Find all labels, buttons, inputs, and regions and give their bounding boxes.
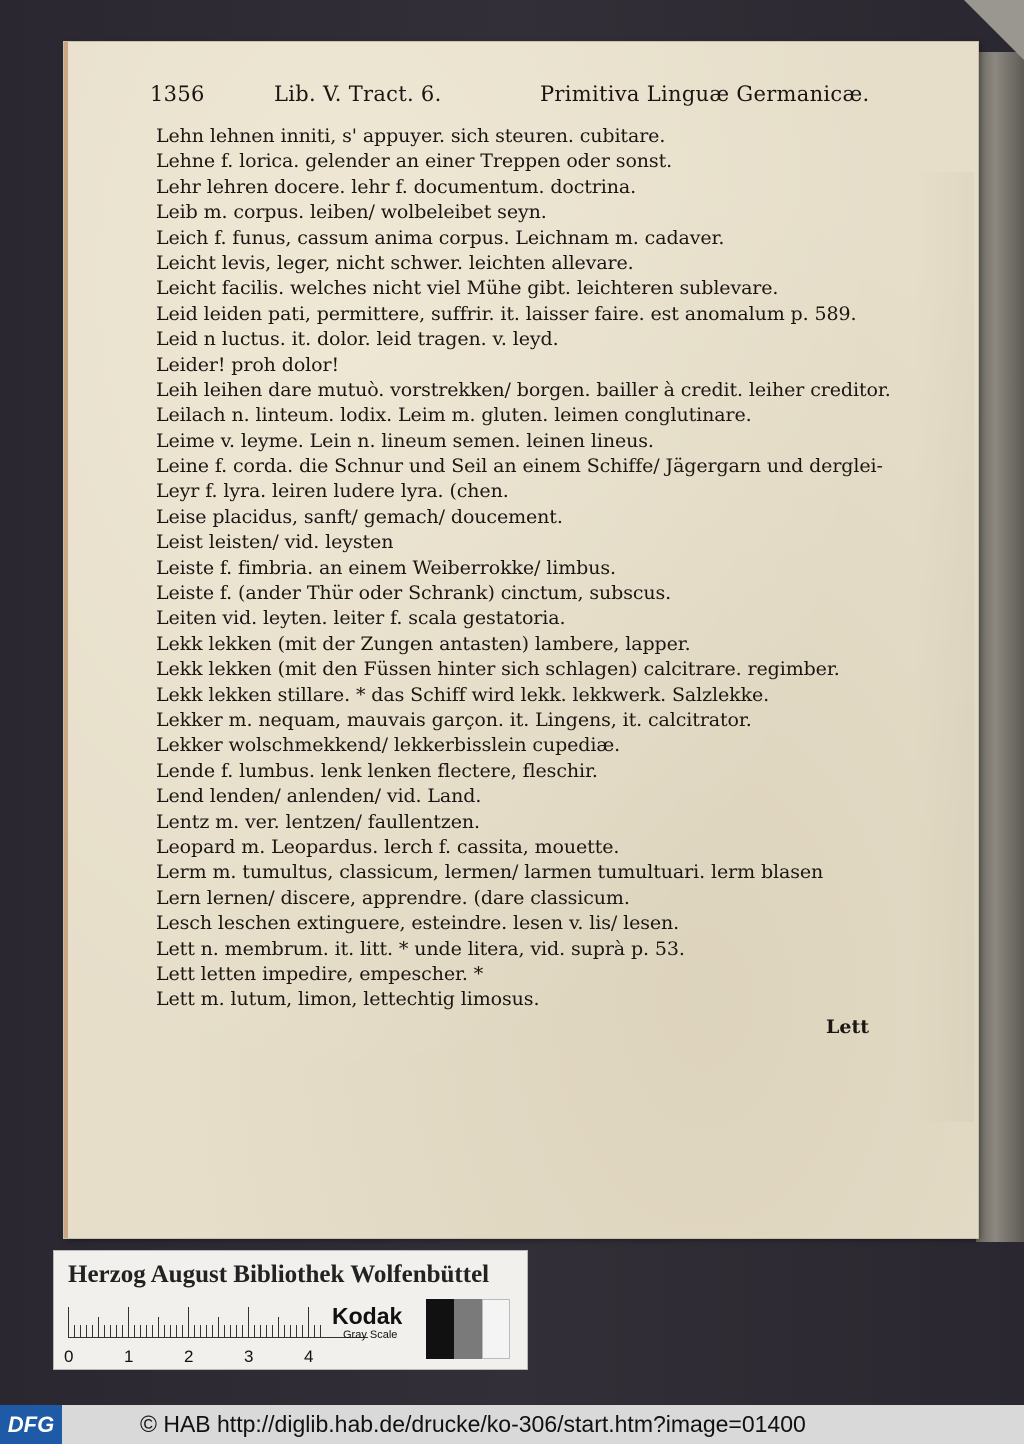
entry-line: Leid n luctus. it. dolor. leid tragen. v. leyd. — [156, 328, 559, 351]
scale-label: 4 — [304, 1347, 314, 1366]
entry-line: Lekk lekken (mit der Zungen antasten) lambere, lapper. — [156, 632, 691, 655]
entry-line: Lett m. lutum, limon, lettechtig limosus. — [156, 988, 540, 1011]
scale-label: 0 — [64, 1347, 74, 1366]
entry-line: Lerm m. tumultus, classicum, lermen/ larmen tumultuari. lerm blasen — [156, 861, 824, 884]
entry-line: Lehr lehren docere. lehr f. documentum. doctrina. — [156, 175, 637, 198]
entry-line: Leist leisten/ vid. leysten — [156, 531, 394, 554]
library-name: Herzog August Bibliothek Wolfenbüttel — [68, 1261, 490, 1288]
entry-line: Leime v. leyme. Lein n. lineum semen. leinen lineus. — [156, 429, 654, 452]
entry-line: Leopard m. Leopardus. lerch f. cassita, mouette. — [156, 835, 620, 858]
entry-line: Leiste f. fimbria. an einem Weiberrokke/ limbus. — [156, 556, 616, 579]
entry-line: Leib m. corpus. leiben/ wolbeleibet seyn. — [156, 201, 547, 224]
entry-line: Lern lernen/ discere, apprendre. (dare classicum. — [156, 886, 630, 909]
entry-line: Leid leiden pati, permittere, suffrir. it. laisser faire. est anomalum p. 589. — [156, 302, 857, 325]
entry-line: Lett n. membrum. it. litt. * unde litera, vid. suprà p. 53. — [156, 937, 685, 960]
entry-line: Leih leihen dare mutuò. vorstrekken/ borgen. bailler à credit. leiher creditor. — [156, 378, 891, 401]
page-number: 1356 — [150, 82, 205, 106]
entry-line: Lekker m. nequam, mauvais garçon. it. Lingens, it. calcitrator. — [156, 708, 752, 731]
running-title: Primitiva Linguæ Germanicæ. — [540, 82, 870, 106]
catchword: Lett — [826, 1016, 870, 1038]
gray-patch-mid — [454, 1299, 482, 1359]
footer-bar — [0, 1405, 1024, 1444]
entry-line: Lekk lekken (mit den Füssen hinter sich schlagen) calcitrare. regimber. — [156, 658, 840, 681]
scale-label: 1 — [124, 1347, 134, 1366]
entry-line: Leiste f. (ander Thür oder Schrank) cinctum, subscus. — [156, 582, 672, 605]
entry-line: Leise placidus, sanft/ gemach/ doucement. — [156, 505, 563, 528]
entry-line: Leicht levis, leger, nicht schwer. leichten allevare. — [156, 251, 634, 274]
entry-line: Lende f. lumbus. lenk lenken flectere, fleschir. — [156, 759, 598, 782]
gray-patch-white — [482, 1299, 510, 1359]
dictionary-entries — [156, 124, 891, 1013]
scale-label: 3 — [244, 1347, 254, 1366]
gray-scale-label: Gray Scale — [343, 1329, 398, 1341]
page-margin-shadow — [914, 172, 974, 1122]
entry-line: Lentz m. ver. lentzen/ faullentzen. — [156, 810, 480, 833]
dfg-logo: DFG — [0, 1405, 62, 1444]
scale-label: 2 — [184, 1347, 194, 1366]
gray-patch-black — [426, 1299, 454, 1359]
copyright-link[interactable]: © HAB http://diglib.hab.de/drucke/ko-306/start.htm?image=01400 — [140, 1411, 806, 1437]
entry-line: Lett letten impedire, empescher. * — [156, 962, 484, 985]
entry-line: Leich f. funus, cassum anima corpus. Leichnam m. cadaver. — [156, 226, 725, 249]
entry-line: Leiten vid. leyten. leiter f. scala gestatoria. — [156, 607, 566, 630]
entry-line: Leine f. corda. die Schnur und Seil an einem Schiffe/ Jägergarn und derglei- — [156, 455, 883, 478]
scale-ruler — [68, 1307, 368, 1338]
entry-line: Leilach n. linteum. lodix. Leim m. gluten. leimen conglutinare. — [156, 404, 752, 427]
entry-line: Lekk lekken stillare. * das Schiff wird lekk. lekkwerk. Salzlekke. — [156, 683, 770, 706]
entry-line: Leicht facilis. welches nicht viel Mühe gibt. leichteren sublevare. — [156, 277, 779, 300]
next-page-edge — [976, 52, 1024, 1242]
entry-line: Lesch leschen extinguere, esteindre. lesen v. lis/ lesen. — [156, 912, 680, 935]
color-calibration-card — [53, 1250, 528, 1370]
entry-line: Lehn lehnen inniti, s' appuyer. sich steuren. cubitare. — [156, 125, 666, 147]
running-header — [150, 82, 904, 118]
entry-line: Lekker wolschmekkend/ lekkerbisslein cupediæ. — [156, 734, 621, 757]
entry-line: Leyr f. lyra. leiren ludere lyra. (chen. — [156, 480, 509, 503]
entry-line: Lehne f. lorica. gelender an einer Treppen oder sonst. — [156, 150, 673, 173]
kodak-logo: Kodak — [332, 1303, 403, 1329]
book-section: Lib. V. Tract. 6. — [274, 82, 442, 106]
entry-line: Leider! proh dolor! — [156, 353, 339, 376]
entry-line: Lend lenden/ anlenden/ vid. Land. — [156, 785, 482, 808]
